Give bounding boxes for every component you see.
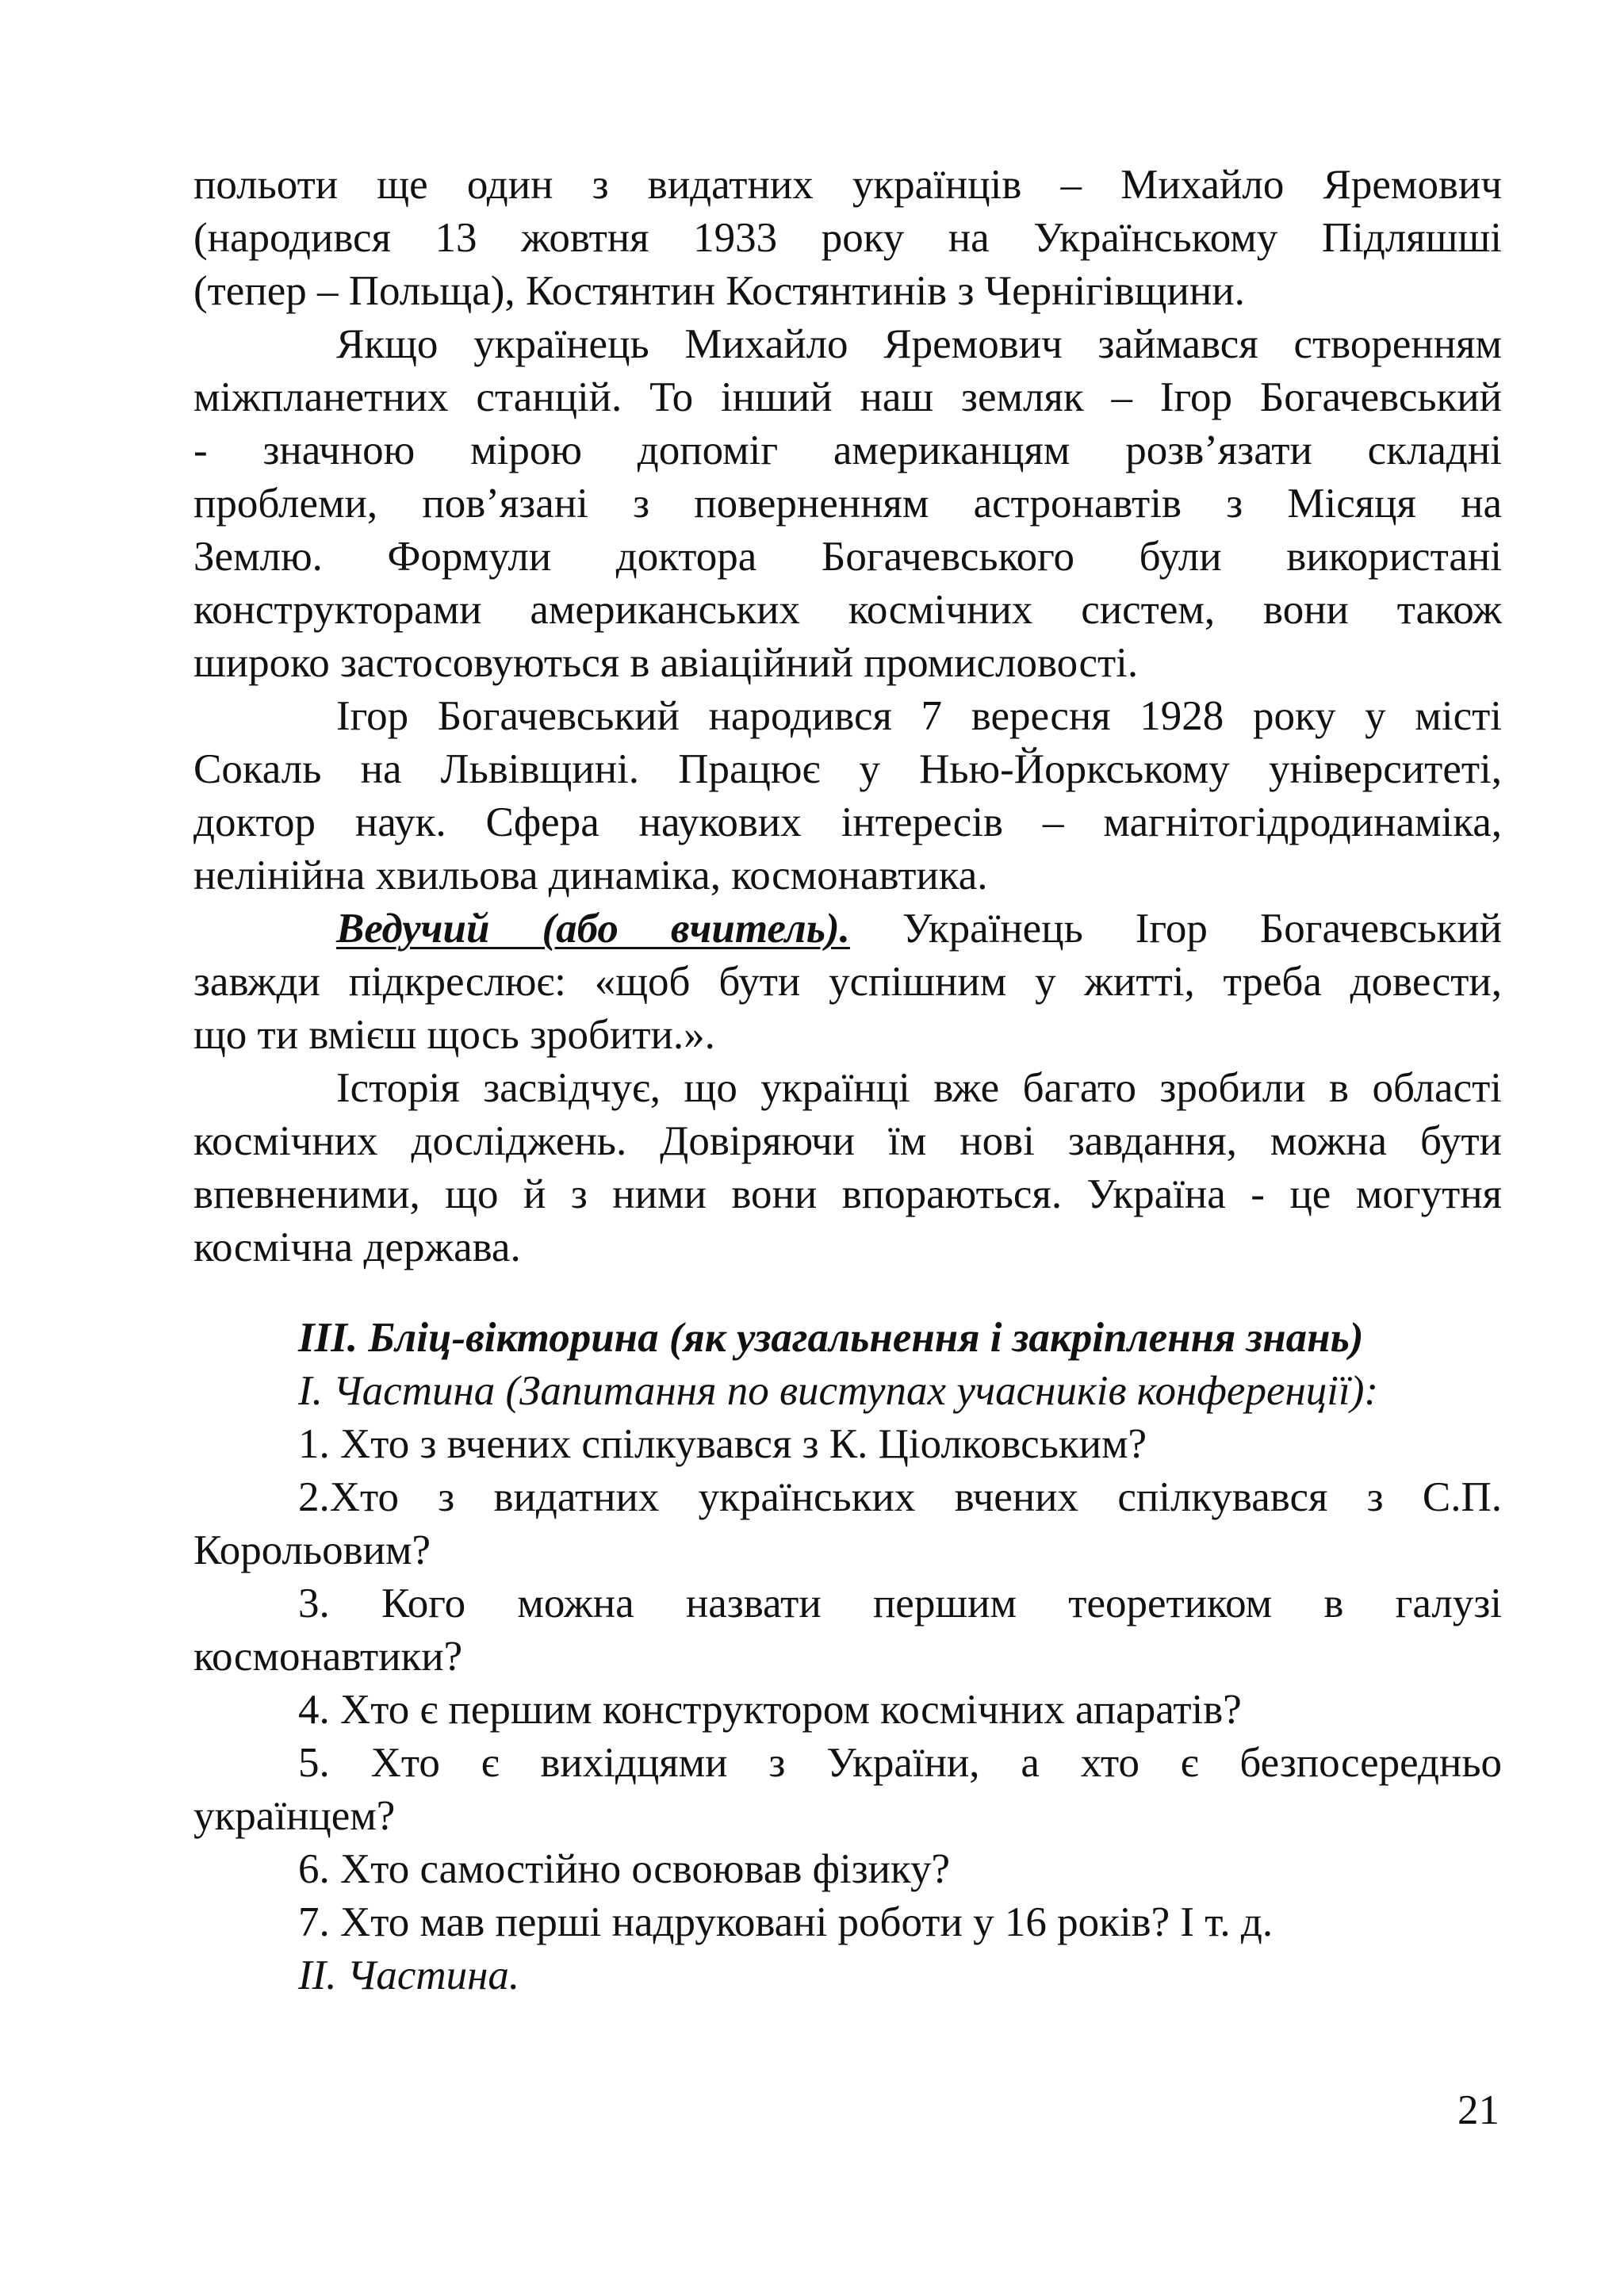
speaker-text: Українець Ігор Богачевський <box>902 906 1502 952</box>
paragraph-yaremovych <box>193 318 1502 690</box>
quiz-section <box>193 1312 1502 2002</box>
quiz-question: 2.Хто з видатних українських вчених спілкувався з С.П. <box>298 1474 1502 1520</box>
text-line: космічна держава. <box>193 1224 521 1270</box>
quiz-question: 4. Хто є першим конструктором космічних апаратів? <box>298 1687 1242 1733</box>
quiz-question: 1. Хто з вчених спілкувався з К. Ціолковським? <box>298 1421 1147 1467</box>
text-line: що ти вмієш щось зробити.». <box>193 1012 715 1058</box>
quiz-question-cont: космонавтики? <box>193 1634 463 1680</box>
quiz-heading: ІІІ. Бліц-вікторина (як узагальнення і закріплення знань) <box>298 1315 1364 1361</box>
quiz-question: 7. Хто мав перші надруковані роботи у 16 років? І т. д. <box>298 1899 1274 1945</box>
text-line: Історія засвідчує, що українці вже багато зробили в області <box>336 1065 1502 1111</box>
quiz-question: 3. Кого можна назвати першим теоретиком в галузі <box>298 1580 1502 1626</box>
text-line: - значною мірою допоміг американцям розв’язати складні <box>193 427 1502 473</box>
page-number: 21 <box>1457 2087 1500 2133</box>
paragraph-continuation <box>193 159 1502 318</box>
quiz-part2-title: ІІ. Частина. <box>298 1952 520 1998</box>
text-line: конструкторами американських космічних систем, вони також <box>193 587 1502 633</box>
section-spacer <box>193 1274 1502 1312</box>
text-line: завжди підкреслює: «щоб бути успішним у житті, треба довести, <box>193 959 1502 1005</box>
text-line: міжпланетних станцій. То інший наш земляк – Ігор Богачевський <box>193 374 1502 420</box>
text-line: широко застосовуються в авіаційний промисловості. <box>193 640 1139 686</box>
text-line: польоти ще один з видатних українців – Михайло Яремович <box>193 162 1502 208</box>
quiz-question: 5. Хто є вихідцями з України, а хто є безпосередньо <box>298 1740 1502 1786</box>
document-page <box>193 159 1502 2002</box>
paragraph-speaker <box>193 902 1502 1062</box>
text-line: Сокаль на Львівщині. Працює у Нью-Йоркському університеті, <box>193 746 1502 792</box>
quiz-part1-title: І. Частина (Запитання по виступах учасників конференції): <box>298 1368 1379 1414</box>
text-line: проблеми, пов’язані з поверненням астронавтів з Місяця на <box>193 481 1502 527</box>
paragraph-history <box>193 1062 1502 1274</box>
quiz-question-cont: Корольовим? <box>193 1527 431 1573</box>
quiz-question-cont: українцем? <box>193 1793 396 1839</box>
text-line: доктор наук. Сфера наукових інтересів – магнітогідродинаміка, <box>193 799 1502 845</box>
paragraph-bogachevsky-bio <box>193 690 1502 902</box>
text-line: (народився 13 жовтня 1933 року на Українському Підляшші <box>193 215 1502 261</box>
text-line: Якщо українець Михайло Яремович займався створенням <box>336 321 1502 367</box>
text-line <box>193 902 1502 956</box>
text-line: Землю. Формули доктора Богачевського були використані <box>193 534 1502 580</box>
text-line: Ігор Богачевський народився 7 вересня 1928 року у місті <box>336 693 1502 739</box>
text-line: нелінійна хвильова динаміка, космонавтика. <box>193 852 988 898</box>
text-line: впевненими, що й з ними вони впораються. Україна - це могутня <box>193 1171 1502 1217</box>
quiz-question: 6. Хто самостійно освоював фізику? <box>298 1846 951 1892</box>
text-line: космічних досліджень. Довіряючи їм нові завдання, можна бути <box>193 1118 1502 1164</box>
speaker-label: Ведучий (або вчитель). <box>336 906 850 952</box>
text-line: (тепер – Польща), Костянтин Костянтинів з Чернігівщини. <box>193 268 1245 314</box>
